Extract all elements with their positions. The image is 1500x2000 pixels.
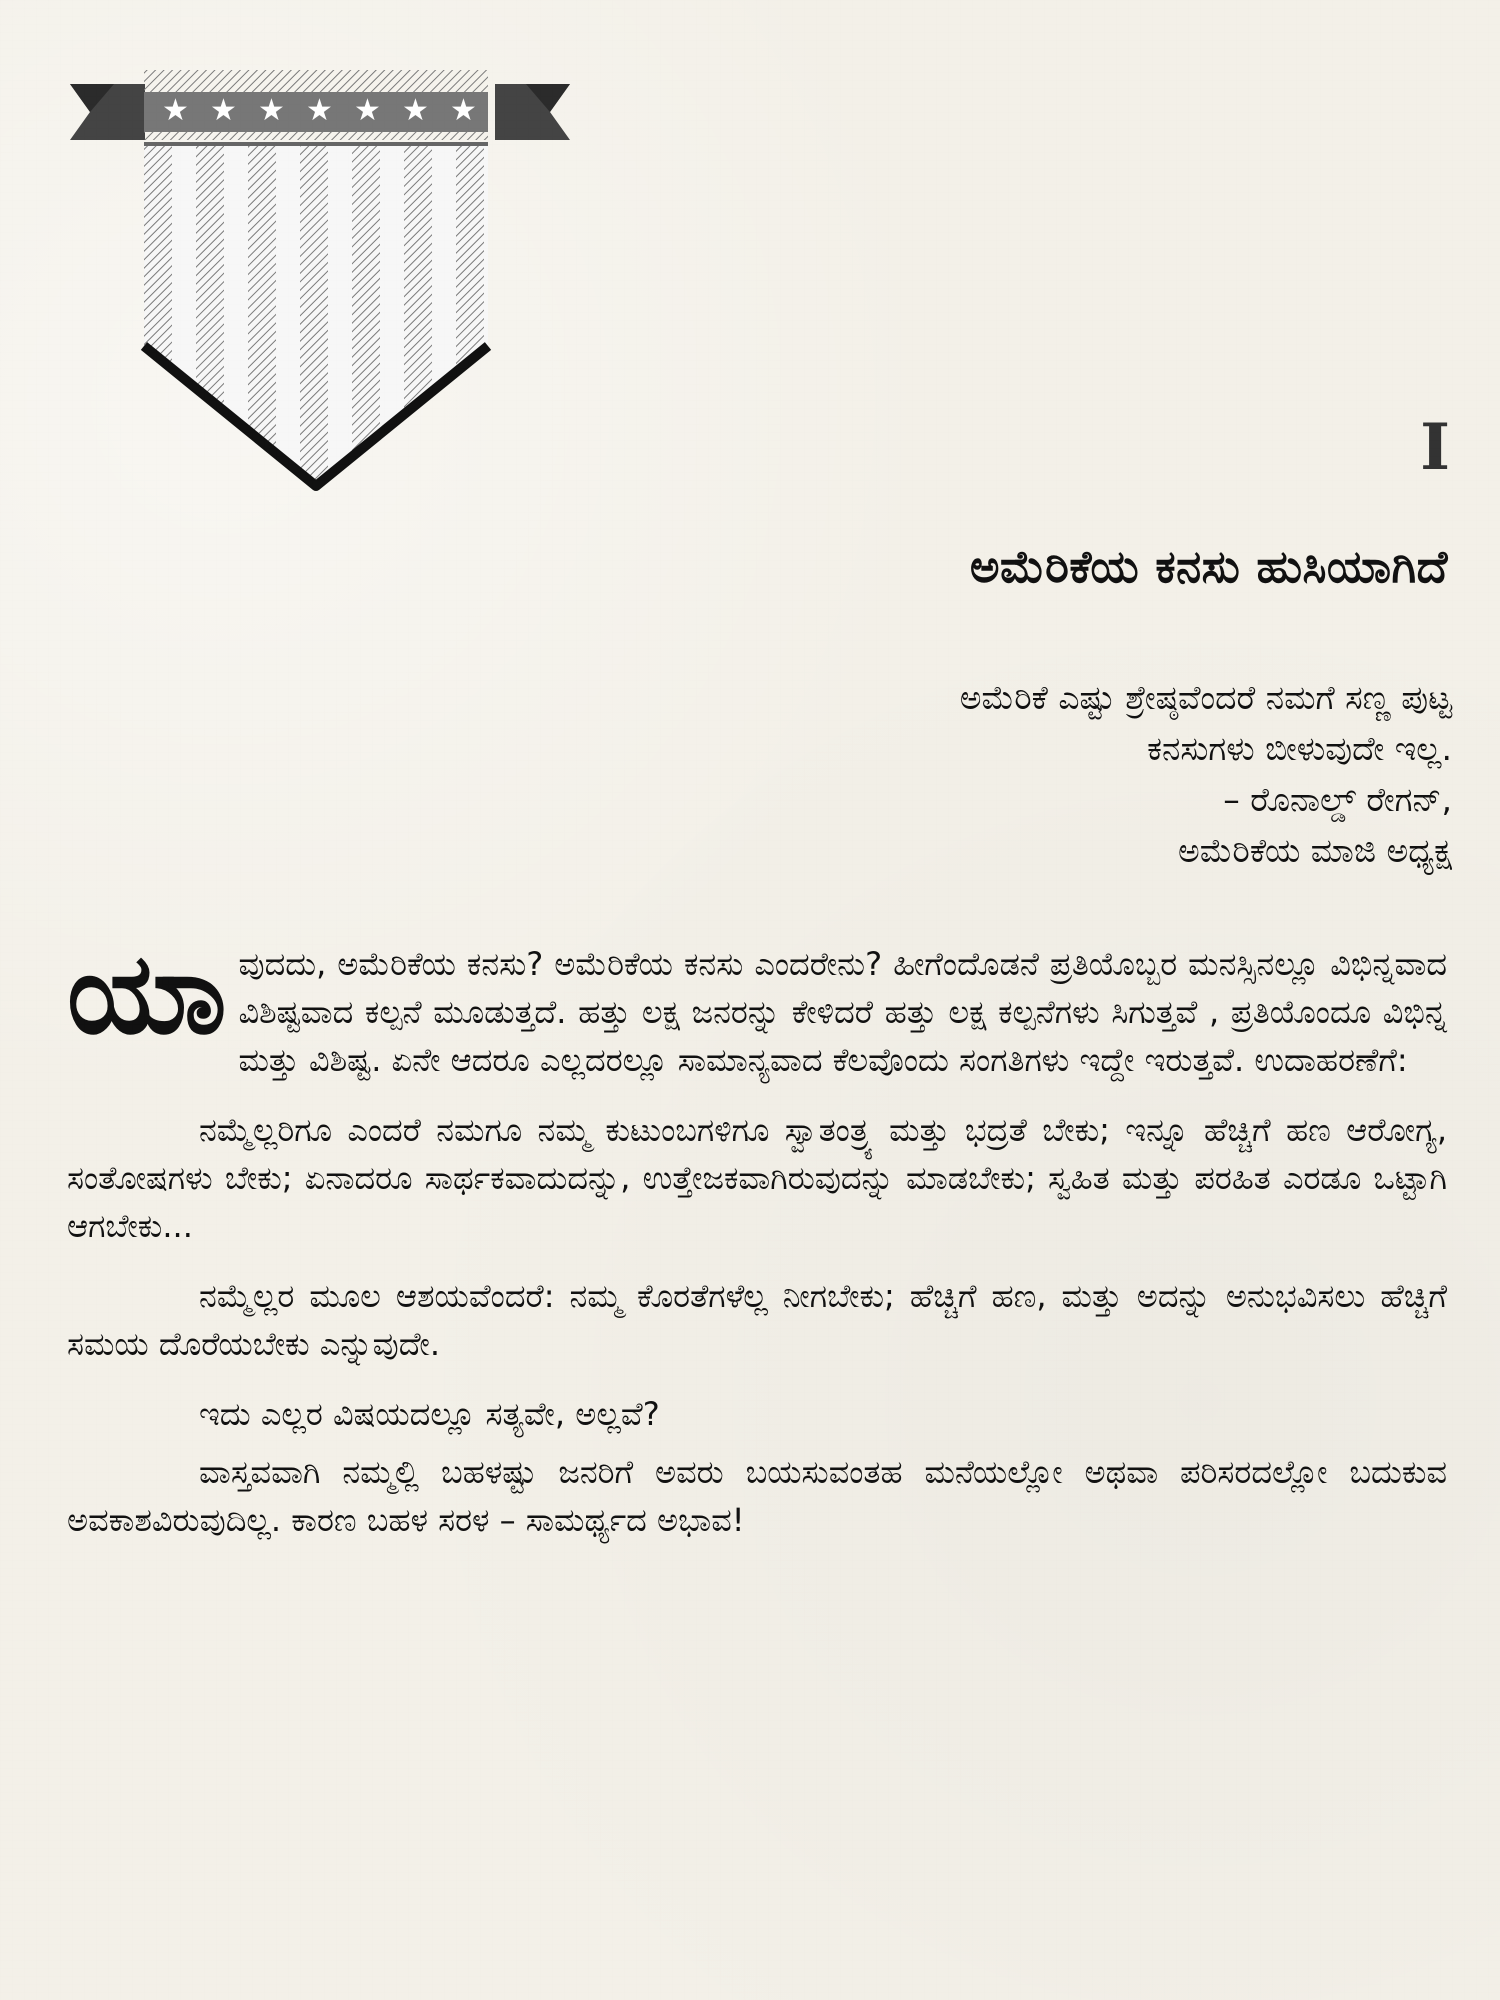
quote-attribution: – ರೊನಾಲ್ಡ್ ರೇಗನ್, bbox=[1223, 780, 1452, 819]
chapter-number: I bbox=[1420, 410, 1450, 485]
quote-line: ಅಮೆರಿಕೆ ಎಷ್ಟು ಶ್ರೇಷ್ಠವೆಂದರೆ ನಮಗೆ ಸಣ್ಣ ಪುಟ್ಟ bbox=[959, 678, 1452, 717]
right-ribbon-icon bbox=[495, 84, 570, 140]
striped-shield-emblem-icon bbox=[70, 70, 570, 500]
epigraph-quote bbox=[552, 672, 1452, 876]
chapter-title: ಅಮೆರಿಕೆಯ ಕನಸು ಹುಸಿಯಾಗಿದೆ bbox=[969, 540, 1448, 593]
quote-attribution-role: ಅಮೆರಿಕೆಯ ಮಾಜಿ ಅಧ್ಯಕ್ಷ bbox=[1177, 831, 1452, 870]
paragraph-text: ನಮ್ಮೆಲ್ಲರ ಮೂಲ ಆಶಯವೆಂದರೆ: ನಮ್ಮ ಕೊರತೆಗಳೆಲ್ಲ ನೀಗಬೇಕು; ಹೆಚ್ಚಿಗೆ ಹಣ, ಮತ್ತು ಅದನ್ನು ಅನುಭವಿಸಲು ಹೆಚ್ಚಿಗೆ ಸಮಯ ದೊರೆಯಬೇಕು ಎನ್ನುವುದೇ. bbox=[67, 1277, 1447, 1363]
paragraph-text: ವಾಸ್ತವವಾಗಿ ನಮ್ಮಲ್ಲಿ ಬಹಳಷ್ಟು ಜನರಿಗೆ ಅವರು ಬಯಸುವಂತಹ ಮನೆಯಲ್ಲೋ ಅಥವಾ ಪರಿಸರದಲ್ಲೋ ಬದುಕುವ ಅವಕಾಶವಿರುವುದಿಲ್ಲ. ಕಾರಣ ಬಹಳ ಸರಳ – ಸಾಮರ್ಥ್ಯದ ಅಭಾವ! bbox=[67, 1453, 1447, 1539]
left-ribbon-icon bbox=[70, 84, 145, 140]
svg-text:★: ★ bbox=[402, 93, 429, 128]
svg-text:★: ★ bbox=[258, 93, 285, 128]
paragraph-text: ಇದು ಎಲ್ಲರ ವಿಷಯದಲ್ಲೂ ಸತ್ಯವೇ, ಅಲ್ಲವೆ? bbox=[199, 1395, 660, 1433]
paragraph-intro bbox=[67, 929, 1447, 1084]
quote-line: ಕನಸುಗಳು ಬೀಳುವುದೇ ಇಲ್ಲ. bbox=[1147, 729, 1452, 768]
svg-text:★: ★ bbox=[210, 93, 237, 128]
svg-text:★: ★ bbox=[162, 93, 189, 128]
chapter-body bbox=[67, 929, 1447, 1566]
shield-stripes bbox=[144, 144, 488, 494]
svg-text:★: ★ bbox=[354, 93, 381, 128]
svg-text:★: ★ bbox=[450, 93, 477, 128]
drop-cap: ಯಾ bbox=[67, 929, 227, 1059]
paragraph-text: ನಮ್ಮೆಲ್ಲರಿಗೂ ಎಂದರೆ ನಮಗೂ ನಮ್ಮ ಕುಟುಂಬಗಳಿಗೂ ಸ್ವಾತಂತ್ರ್ಯ ಮತ್ತು ಭದ್ರತೆ ಬೇಕು; ಇನ್ನೂ ಹೆಚ್ಚಿಗೆ ಹಣ ಆರೋಗ್ಯ, ಸಂತೋಷಗಳು ಬೇಕು; ಏನಾದರೂ ಸಾರ್ಥಕವಾದುದನ್ನು, ಉತ್ತೇಜಕವಾಗಿರುವುದನ್ನು ಮಾಡಬೇಕು; ಸ್ವಹಿತ ಮತ್ತು ಪರಹಿತ ಎರಡೂ ಒಟ್ಟಾಗಿ ಆಗಬೇಕು... bbox=[67, 1111, 1447, 1245]
paragraph-text: ವುದದು, ಅಮೆರಿಕೆಯ ಕನಸು? ಅಮೆರಿಕೆಯ ಕನಸು ಎಂದರೇನು? ಹೀಗೆಂದೊಡನೆ ಪ್ರತಿಯೊಬ್ಬರ ಮನಸ್ಸಿನಲ್ಲೂ ವಿಭಿನ್ನವಾದ ವಿಶಿಷ್ಟವಾದ ಕಲ್ಪನೆ ಮೂಡುತ್ತದೆ. ಹತ್ತು ಲಕ್ಷ ಜನರನ್ನು ಕೇಳಿದರೆ ಹತ್ತು ಲಕ್ಷ ಕಲ್ಪನೆಗಳು ಸಿಗುತ್ತವೆ , ಪ್ರತಿಯೊಂದೂ ವಿಭಿನ್ನ ಮತ್ತು ವಿಶಿಷ್ಟ. ಏನೇ ಆದರೂ ಎಲ್ಲದರಲ್ಲೂ ಸಾಮಾನ್ಯವಾದ ಕೆಲವೊಂದು ಸಂಗತಿಗಳು ಇದ್ದೇ ಇರುತ್ತವೆ. ಉದಾಹರಣೆಗೆ: bbox=[238, 945, 1447, 1079]
svg-text:★: ★ bbox=[306, 93, 333, 128]
